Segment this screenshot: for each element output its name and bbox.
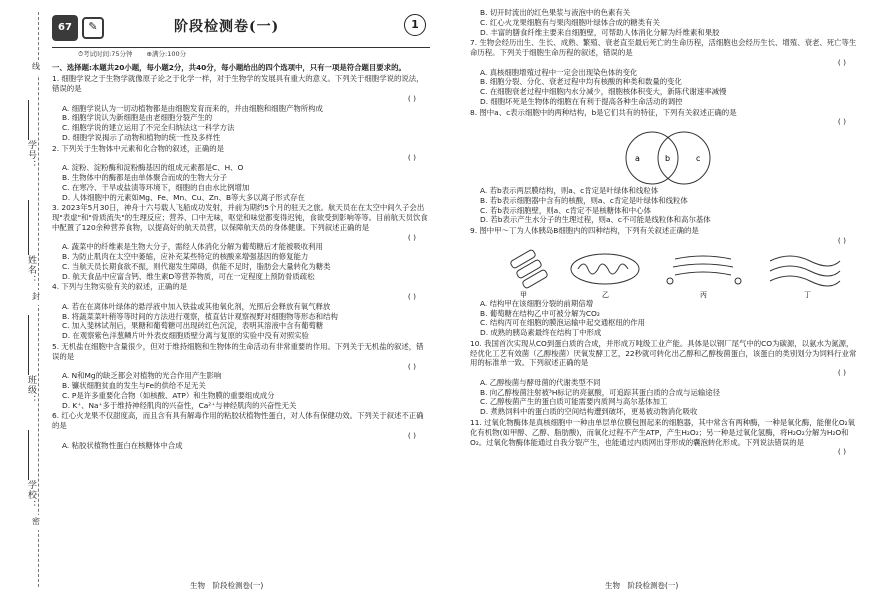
answer-bracket[interactable]: ( ) (407, 232, 416, 242)
answer-option: B. 若b表示细胞器中含有的核酸，则a、c肯定是叶绿体和线粒体 (480, 195, 688, 205)
answer-option: A. 淀粉、淀粉酶和淀粉酶基因的组成元素都是C、H、O (62, 163, 244, 173)
clock-icon: ⏱考试时间:75分钟 (78, 50, 133, 58)
exam-meta (78, 50, 430, 59)
answer-option: A. 粘胶状植物性蛋白在核糖体中合成 (62, 440, 183, 450)
answer-bracket[interactable]: ( ) (837, 447, 846, 457)
answer-option: D. 航天食品中应富含钙、维生素D等营养物质，可在一定程度上预防骨质疏松 (62, 271, 315, 281)
footer-right: 生物 阶段检测卷(一) (605, 581, 679, 591)
name-line (28, 200, 29, 255)
answer-option: D. 细胞坏死是生物体的细胞在有利于提高各种生命活动的调控 (480, 96, 683, 106)
question (52, 342, 430, 410)
brand-logo: 67 (52, 15, 78, 41)
label-yi: 乙 (602, 290, 609, 299)
label-b: b (665, 154, 671, 164)
binding-gutter (0, 0, 50, 599)
answer-option: C. 在寒冷、干旱或盐渍等环境下，细胞的自由水比例增加 (62, 182, 250, 192)
right-column (470, 8, 860, 458)
question-list (52, 74, 430, 450)
answer-option: C. 结构丙可在细胞的膜泡运输中起交通枢纽的作用 (480, 318, 646, 328)
answer-option: D. K⁺、Na⁺多于维持神经肌肉的兴奋性，Ca²⁺与神经肌肉的兴奋性无关 (62, 400, 297, 410)
school-line (28, 430, 29, 480)
figure-8 (470, 128, 860, 186)
answer-option: D. 若b表示产生水分子的生理过程，则a、c不可能是线粒体和高尔基体 (480, 215, 711, 225)
answer-option: D. 细胞学说揭示了动物和植物的统一性及多样性 (62, 132, 221, 142)
answer-option: A. 若在在离体叶绿体的悬浮液中加入铁盐或其他氧化剂，光照后会释放有氧气释放 (62, 301, 331, 311)
question-list (470, 186, 860, 246)
answer-option: A. N和Mg的缺乏都会对植物的光合作用产生影响 (62, 371, 222, 381)
class-label: 班级： (26, 375, 36, 405)
cut-mark: 线 (32, 60, 40, 75)
question-stem: 5. 无机盐在细胞中含量很少，但对于维持细胞和生物体的生命活动有非常重要的作用。下列关于无机盐的叙述，错误的是 (52, 342, 424, 361)
answer-option: C. 当航天员长期食欲不振，则代谢发生障碍，供能不足时，脂肪会大量转化为糖类 (62, 261, 331, 271)
footer-left: 生物 阶段检测卷(一) (190, 581, 264, 591)
answer-option: D. 煮熟饲料中的蛋白质的空间结构遭到破坏，更易被动物消化吸收 (480, 407, 698, 417)
section-heading: 一、选择题:本题共20小题，每小题2分，共40分，每小题给出的四个选项中，只有一项是符合题目要求的。 (52, 62, 406, 72)
question-stem: 4. 下列与生物实验有关的叙述，正确的是 (52, 282, 188, 292)
answer-option: B. 为防止肌肉在太空中萎缩，应补充某些特定的核酸来增强基因的修复能力 (62, 252, 309, 262)
answer-option: C. 加入斐林试剂后，果糖和葡萄糖可出现砖红色沉淀，表明其溶液中含有葡萄糖 (62, 321, 324, 331)
class-line (28, 315, 29, 375)
figure-9 (470, 247, 860, 299)
answer-option: C. 细胞学说的建立运用了不完全归纳法这一科学方法 (62, 123, 235, 133)
organelle-figures (470, 247, 860, 299)
question (470, 299, 860, 338)
answer-option: C. P是许多重要化合物（如核酸、ATP）和生物膜的重要组成成分 (62, 390, 275, 400)
answer-bracket[interactable]: ( ) (407, 430, 416, 440)
page-header (52, 8, 430, 48)
score-icon: ⊕满分:100分 (146, 50, 187, 58)
organelle-ding (770, 256, 840, 286)
question-stem: 9. 图中甲～丁为人体胰岛B细胞内的四种结构，下列有关叙述正确的是 (470, 226, 699, 236)
question-stem: 8. 图中a、c表示细胞中的两种结构，b是它们共有的特征，下列有关叙述正确的是 (470, 107, 737, 117)
exam-score: 满分:100分 (152, 50, 187, 58)
question (470, 339, 860, 417)
label-bing: 丙 (700, 290, 707, 299)
answer-option: D. 人体细胞中的元素如Mg、Fe、Mn、Cu、Zn、B等大多以离子形式存在 (62, 192, 305, 202)
cut-mark: 封 (32, 290, 40, 305)
circle-a (626, 132, 678, 184)
question-stem: 1. 细胞学说之于生物学就像原子论之于化学一样，对于生物学的发展具有重大的意义。下列关于细胞学说的说法，错误的是 (52, 74, 424, 94)
label-c: c (696, 154, 701, 164)
pencil-icon: ✎ (82, 17, 104, 39)
answer-option: C. 若b表示细胞壁，则a、c肯定不是核糖体和中心体 (480, 205, 651, 215)
answer-option: B. 细胞学说认为新细胞是由老细胞分裂产生的 (62, 113, 213, 123)
question (470, 226, 860, 246)
question (470, 108, 860, 128)
answer-option: A. 乙醇梭菌与酵母菌的代谢类型不同 (480, 377, 601, 387)
question-stem: 3. 2023年5月30日，神舟十六号载人飞船成功发射，并前为期约5个月的驻天之旅。航天员在在太空中间久子会出现"表虚"和"骨质流失"的生理反应；营养、口中无味，呕觉和味觉都变得迟钝，食欲受到影响等等。目前航天员饮食中配置了120余种营养食物，以提高好的航天员营，以保障航天员的身体健康。下列叙述正确的是 (52, 203, 428, 232)
name-label: 姓名： (26, 255, 36, 285)
venn-diagram (470, 128, 860, 186)
school-label: 学校： (26, 480, 36, 510)
answer-option: C. 乙醇梭菌产生的蛋白质可能需要内质网与高尔基体加工 (480, 397, 668, 407)
question (470, 38, 860, 106)
student-id-line (28, 100, 29, 140)
organelle-jia (510, 249, 549, 289)
answer-option: B. 切开时流出的红色果浆与液泡中的色素有关 (480, 8, 631, 17)
exam-time: 考试时间:75分钟 (83, 50, 133, 58)
question-stem: 6. 红心火龙果不仅甜度高，而且含有具有解毒作用的粘胶状植物性蛋白，对人体有保健功效。下列关于叙述不正确的是 (52, 411, 424, 431)
question (52, 144, 430, 203)
answer-option: A. 细胞学说认为一切动植物都是由细胞发育而来的，并由细胞和细胞产物所构成 (62, 103, 323, 113)
answer-option: D. 在观察紫色洋葱鳞片叶外表皮细胞质壁分离与复原的实验中没有对照实验 (62, 331, 309, 341)
question (470, 418, 860, 457)
answer-option: B. 葡萄糖在结构乙中可被分解为CO₂ (480, 308, 600, 318)
question-stem: 10. 我国首次实现从CO到蛋白质的合成，并形成万吨级工业产能。具体是以钢厂尾气中的CO为碳源，以氨水为氮源，经优化工艺有效菌（乙醇梭菌）厌氧发酵工艺，22秒就可转化出乙醇和乙醇梭菌蛋白，该蛋白的类别划分为饲料行业常用的标准单一致。下列叙述正确的是 (470, 338, 857, 368)
cut-mark: 密 (32, 515, 40, 530)
answer-bracket[interactable]: ( ) (407, 361, 416, 371)
answer-option: B. 生物体中的酶都是由单体聚合而成的生物大分子 (62, 173, 227, 182)
question-stem: 11. 过氧化物酶体是真核细胞中一种由单层单位膜包围起来的细胞器，其中常含有两种酶，一种是氧化酶，能催化O₂氧化有机物(如甲醇、乙醇、脂肪酸)，而氧化过程不产生ATP，产生H₂O₂；另一种是过氧化氢酶，将H₂O₂分解为H₂O和O₂。过氧化物酶体能通过自我分裂产生，也能通过内质网出芽形成的囊泡转化形成。下列说法错误的是 (470, 417, 856, 447)
organelle-bing (667, 256, 741, 284)
left-column (52, 8, 430, 451)
question (470, 186, 860, 225)
label-a: a (635, 154, 640, 164)
answer-option: B. 镰状细胞贫血的发生与Fe的供给不足无关 (62, 381, 206, 391)
answer-option: A. 真核细胞增殖过程中一定会出现染色体的变化 (480, 67, 638, 77)
page-number-badge: 1 (404, 14, 426, 36)
answer-bracket[interactable]: ( ) (407, 153, 416, 163)
answer-option: B. 向乙醇梭菌注射被³H标记的亮氨酸，可追踪其蛋白质的合成与运输途径 (480, 387, 721, 397)
question-list (470, 299, 860, 457)
answer-bracket[interactable]: ( ) (837, 57, 846, 67)
question (52, 74, 430, 142)
question (52, 411, 430, 450)
student-id-label: 学号： (26, 140, 36, 170)
question-stem: 2. 下列关于生物体中元素和化合物的叙述，正确的是 (52, 143, 224, 153)
question (52, 282, 430, 341)
answer-option: B. 将蔬菜菜叶稍等等时间的方法进行观察，植直估计观察视野对细胞物等形态和结构 (62, 311, 338, 321)
answer-bracket[interactable]: ( ) (837, 117, 846, 127)
answer-option: C. 在细胞衰老过程中细胞内水分减少，细胞核体积变大，新陈代谢速率减慢 (480, 87, 727, 97)
answer-option: A. 结构甲在该细胞分裂的前期倍增 (480, 298, 594, 308)
organelle-yi (571, 254, 639, 284)
answer-bracket[interactable]: ( ) (407, 93, 416, 103)
answer-option: A. 若b表示两层膜结构，则a、c肯定是叶绿体和线粒体 (480, 186, 659, 196)
question-list (470, 8, 860, 127)
answer-option: B. 细胞分裂、分化、衰老过程中均有核酸的种类和数量的变化 (480, 77, 682, 87)
answer-bracket[interactable]: ( ) (837, 236, 846, 246)
answer-option: A. 蔬菜中的纤维素是生物大分子，需经人体消化分解为葡萄糖后才能被吸收利用 (62, 242, 323, 252)
question-stem: 7. 生物会经历出生、生长、成熟、繁殖、衰老直至最后死亡的生命历程，活细胞也会经历生长、增殖、衰老、死亡等生命历程。下列关于细胞生命历程的叙述，错误的是 (470, 38, 857, 58)
question (52, 203, 430, 281)
answer-bracket[interactable]: ( ) (407, 292, 416, 302)
page-title: 阶段检测卷(一) (174, 19, 280, 36)
answer-option: D. 成熟的胰岛素最终在结构丁中形成 (480, 328, 602, 338)
answer-option: C. 红心火龙果细胞有与果肉细胞叶绿体合成的糖类有关 (480, 17, 660, 27)
label-ding: 丁 (804, 290, 811, 299)
answer-bracket[interactable]: ( ) (837, 368, 846, 378)
question (470, 8, 860, 37)
label-jia: 甲 (520, 290, 527, 299)
answer-option: D. 丰富的膳食纤维主要来自细胞壁，可帮助人体消化分解为纤维素和果胶 (480, 27, 720, 37)
